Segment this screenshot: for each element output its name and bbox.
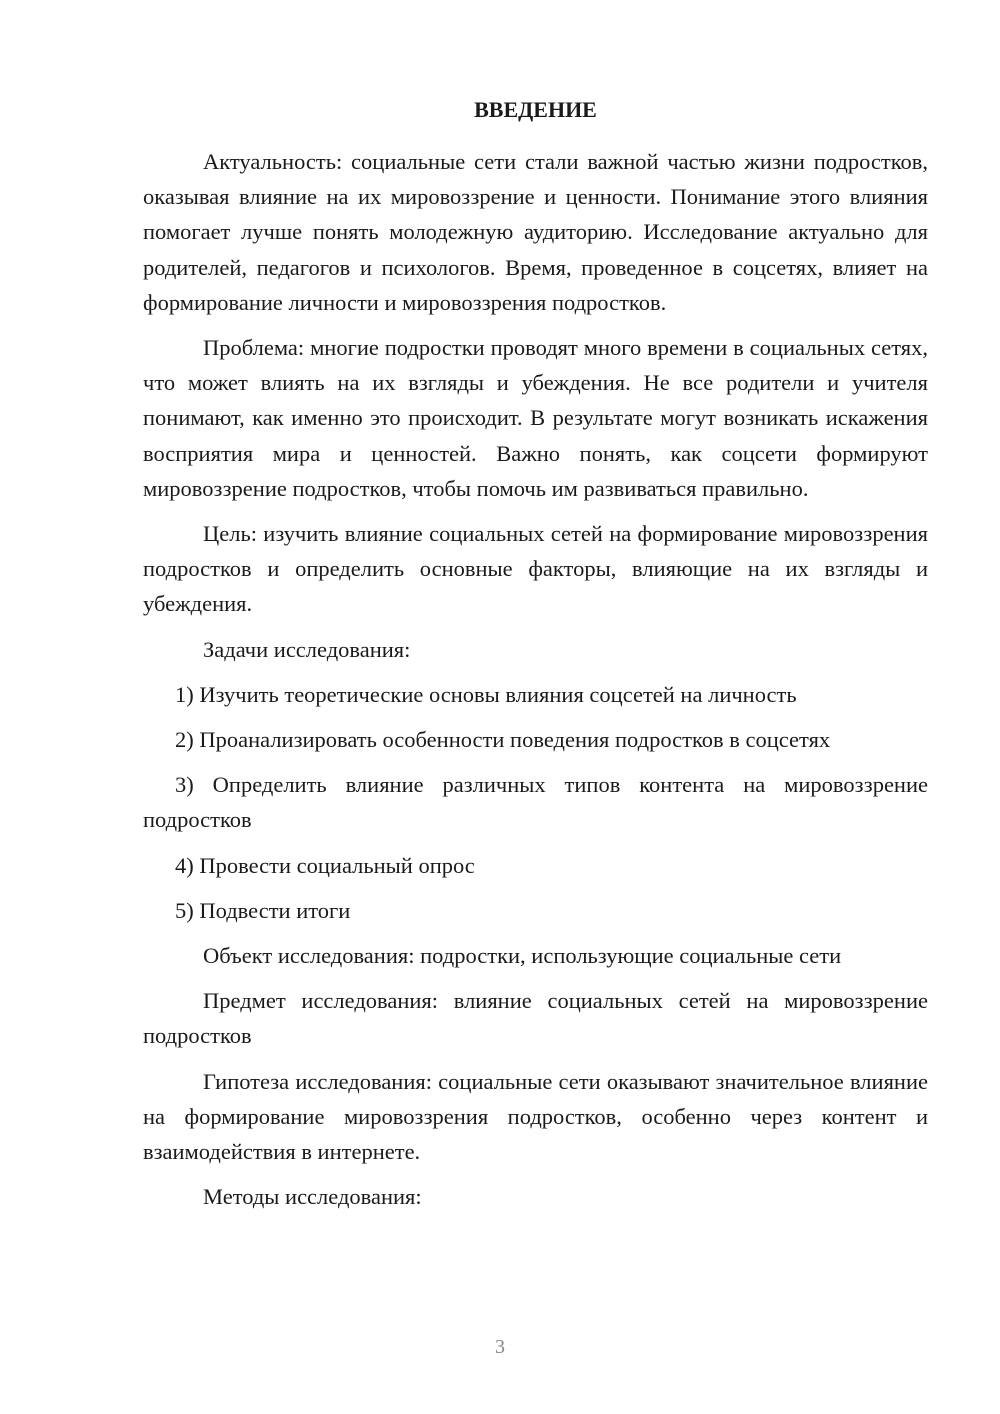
page-number: 3 bbox=[495, 1336, 505, 1358]
task-item: 3) Определить влияние различных типов контента на мировоззрение подростков bbox=[143, 772, 928, 833]
tasks-heading: Задачи исследования: bbox=[203, 636, 411, 662]
methods-heading: Методы исследования: bbox=[203, 1184, 422, 1210]
task-item: 4) Провести социальный опрос bbox=[175, 852, 475, 878]
task-item: 5) Подвести итоги bbox=[175, 897, 351, 923]
problem-paragraph: Проблема: многие подростки проводят много времени в социальных сетях, что может влиять на их взгляды и убеждения. Не все родители и учителя понимают, как именно это происходит. В результате могут возникать искажения восприятия мира и ценностей. Важно понять, как соцсети формируют мировоззрение подростков, чтобы помочь им развиваться правильно. bbox=[143, 335, 928, 501]
goal-paragraph: Цель: изучить влияние социальных сетей на формирование мировоззрения подростков и определить основные факторы, влияющие на их взгляды и убеждения. bbox=[143, 521, 928, 617]
document-page bbox=[143, 92, 928, 1224]
section-title: ВВЕДЕНИЕ bbox=[474, 97, 597, 122]
object-paragraph: Объект исследования: подростки, использующие социальные сети bbox=[203, 943, 842, 969]
subject-paragraph: Предмет исследования: влияние социальных сетей на мировоззрение подростков bbox=[143, 988, 928, 1049]
relevance-paragraph: Актуальность: социальные сети стали важной частью жизни подростков, оказывая влияние на их мировоззрение и ценности. Понимание этого влияния помогает лучше понять молодежную аудиторию. Исследование актуально для родителей, педагогов и психологов. Время, проведенное в соцсетях, влияет на формирование личности и мировоззрения подростков. bbox=[143, 149, 928, 315]
task-item: 1) Изучить теоретические основы влияния соцсетей на личность bbox=[175, 681, 797, 707]
task-item: 2) Проанализировать особенности поведения подростков в соцсетях bbox=[175, 727, 831, 753]
hypothesis-paragraph: Гипотеза исследования: социальные сети оказывают значительное влияние на формирование мировоззрения подростков, особенно через контент и взаимодействия в интернете. bbox=[143, 1068, 928, 1165]
